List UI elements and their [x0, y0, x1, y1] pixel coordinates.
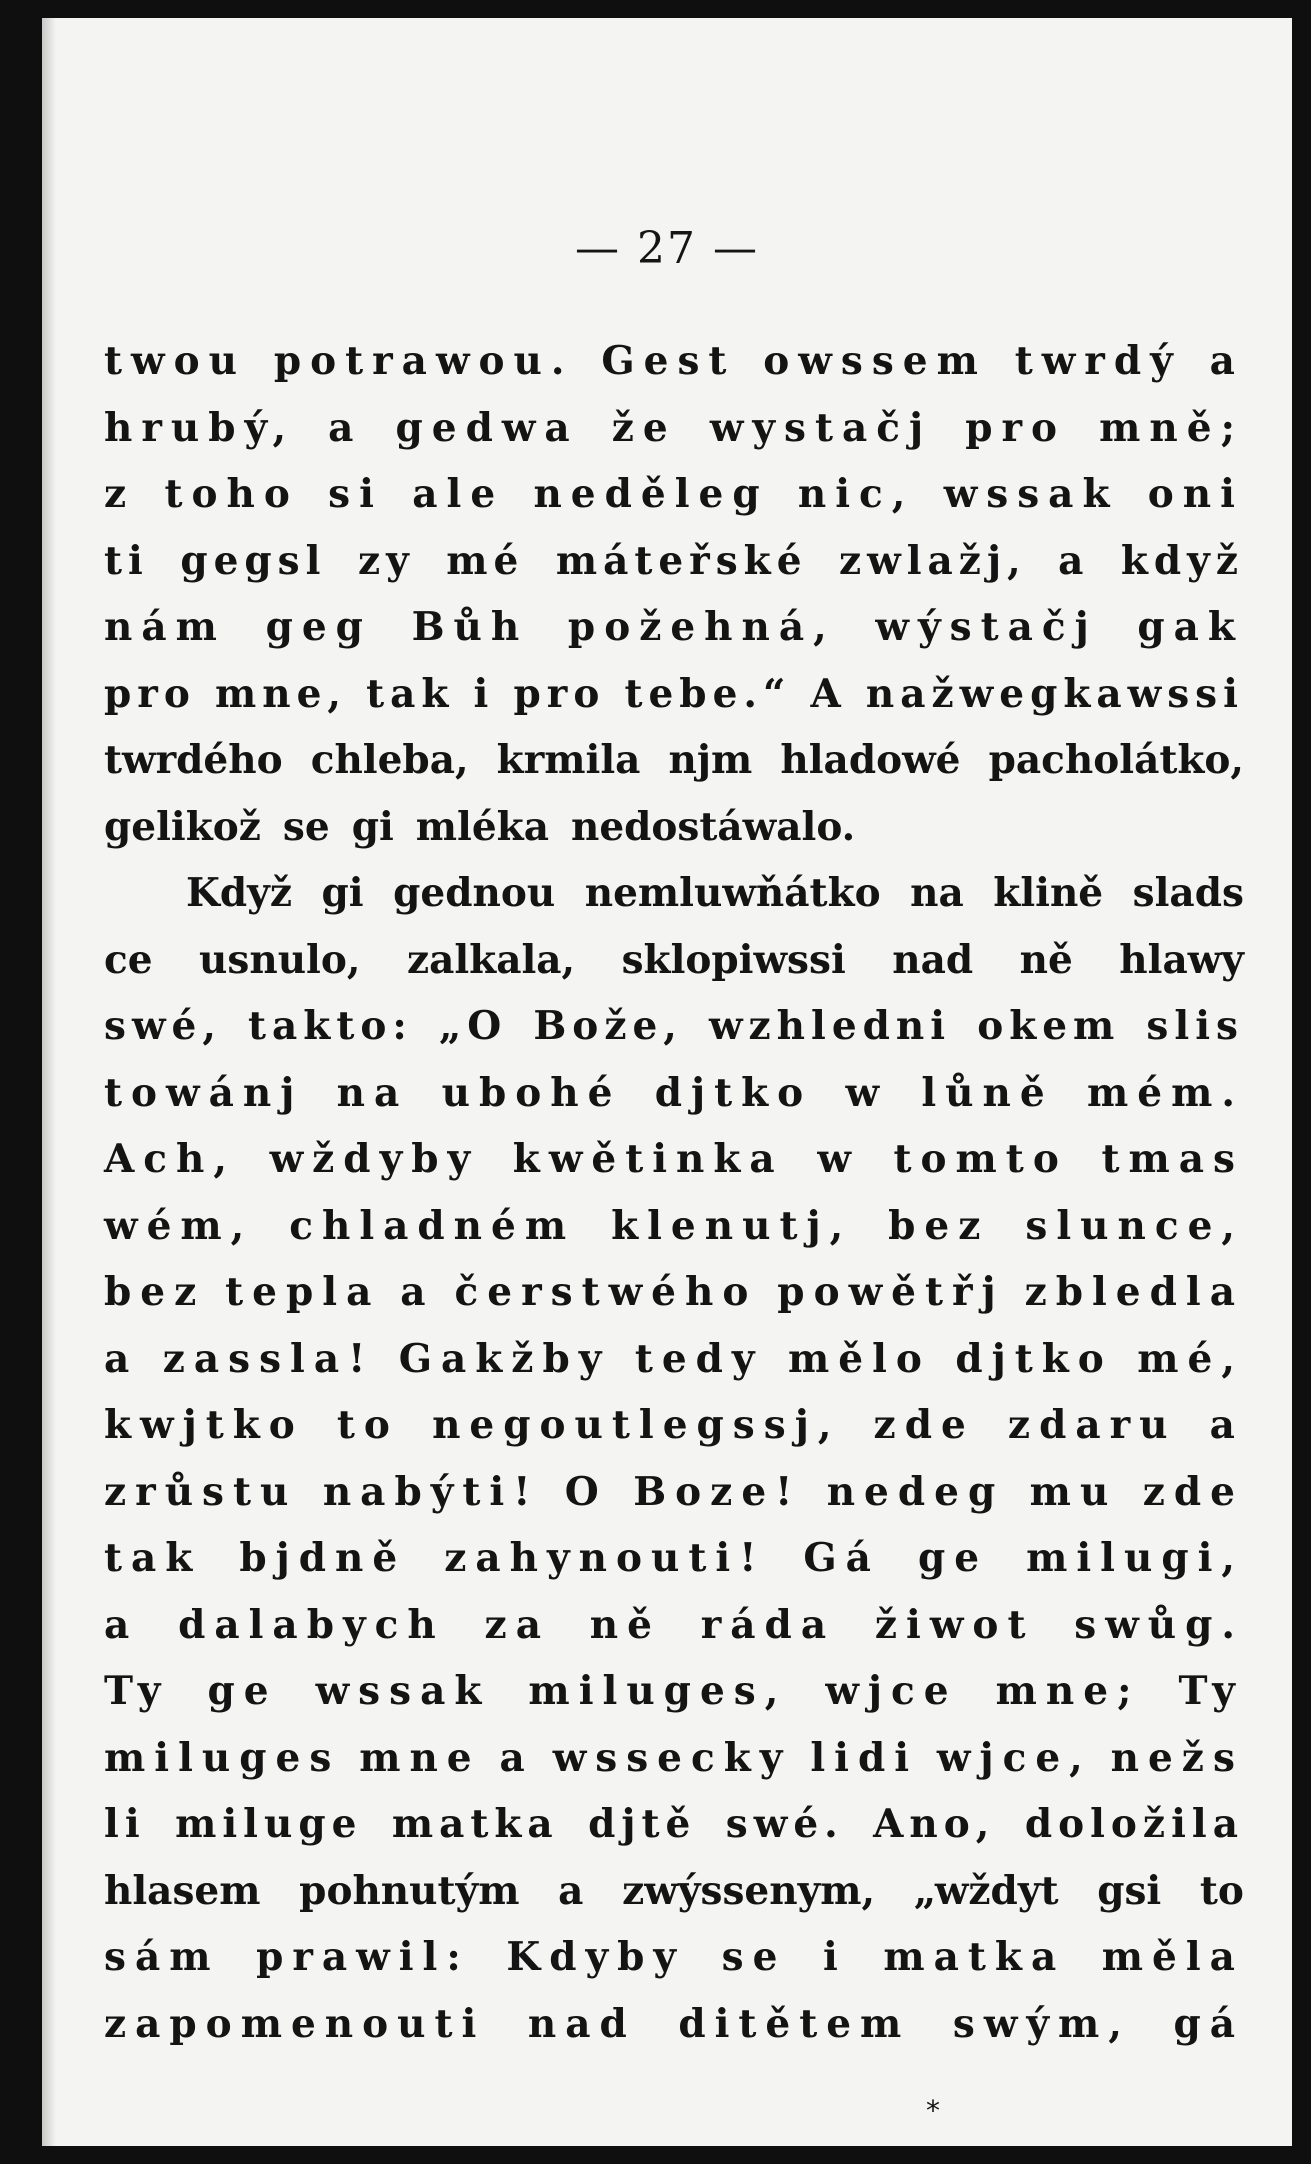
word: owssem [763, 338, 987, 384]
word: zwýssenym, [622, 1867, 876, 1914]
word: máteřské [555, 537, 808, 584]
word: djtě [588, 1801, 697, 1847]
body-text [104, 338, 1244, 2067]
word: Ty [104, 1668, 170, 1714]
text-line [104, 1602, 1244, 1669]
word: doložila [1024, 1801, 1244, 1847]
word: dalabych [178, 1601, 445, 1648]
word: ubohé [441, 1069, 622, 1116]
text-line [104, 1336, 1244, 1403]
word: oni [1147, 471, 1244, 517]
word: pro [965, 404, 1067, 451]
word: a [400, 1269, 435, 1315]
word: wjce, [936, 1734, 1092, 1781]
word: gak [1137, 604, 1244, 650]
word: když [1120, 537, 1244, 584]
word: bez [888, 1202, 990, 1249]
word: swým, [952, 2000, 1131, 2047]
word: lidi [810, 1734, 919, 1781]
text-line [104, 737, 1244, 804]
text-line [104, 1801, 1244, 1868]
word: zde [873, 1402, 975, 1448]
word: Gest [601, 338, 736, 384]
word: hlasem [104, 1867, 261, 1914]
word: tmas [1101, 1136, 1244, 1182]
text-line [104, 1269, 1244, 1336]
word: miluge [175, 1801, 363, 1847]
word: w [845, 1069, 889, 1116]
word: klenutj, [611, 1202, 853, 1249]
word: mělo [788, 1335, 931, 1382]
text-line [104, 1735, 1244, 1802]
word: wystačj [709, 404, 933, 451]
word: wzhledni [708, 1003, 952, 1049]
word: ditětem [678, 2000, 911, 2047]
word: požehná, [567, 604, 836, 650]
word: že [611, 404, 677, 451]
word: slunce, [1025, 1202, 1244, 1249]
word: hrubý, [104, 404, 296, 451]
word: ge [917, 1535, 989, 1581]
word: twrdý [1014, 338, 1182, 384]
word: gi [351, 803, 394, 850]
word: chleba, [310, 737, 469, 783]
word: pohnutým [299, 1867, 520, 1914]
word: usnulo, [199, 936, 361, 983]
word: nic, [797, 471, 915, 517]
word: twrdého [104, 737, 283, 783]
text-line [104, 1668, 1244, 1735]
word: klině [993, 870, 1104, 916]
word: a [328, 404, 363, 451]
text-line [104, 1070, 1244, 1137]
text-line [104, 1868, 1244, 1935]
word: ale [412, 471, 505, 517]
word: zalkala, [406, 936, 576, 983]
word: nad [527, 2000, 636, 2047]
word: w [817, 1136, 860, 1182]
word: to [336, 1402, 399, 1448]
word: djtko [654, 1069, 813, 1116]
word: slis [1146, 1003, 1244, 1049]
text-line [104, 1003, 1244, 1070]
word: na [336, 1069, 409, 1116]
word: zapomenouti [104, 2000, 486, 2047]
word: bjdně [239, 1535, 407, 1581]
word: gi [321, 870, 364, 916]
word: swé, [104, 1003, 222, 1049]
text-line [104, 2001, 1244, 2068]
word: mne, [214, 670, 347, 717]
word: mně; [1099, 404, 1244, 451]
word: Ach, [104, 1136, 236, 1182]
word: pacholátko, [988, 737, 1244, 783]
word: nedostáwalo. [570, 803, 856, 850]
word: ně [1019, 936, 1073, 983]
word: takto: [248, 1003, 413, 1049]
word: mléka [415, 803, 549, 850]
word: wýstačj [875, 604, 1098, 650]
text-line [104, 870, 1244, 937]
word: njm [668, 737, 753, 783]
word: a [1058, 537, 1090, 584]
word: Boze! [633, 1468, 802, 1515]
word: Bůh [411, 604, 529, 650]
word: ně [589, 1601, 661, 1648]
word: toho [164, 471, 299, 517]
page-gutter-shadow [42, 18, 56, 2146]
word: lůně [921, 1069, 1054, 1116]
word: „O [438, 1003, 508, 1049]
word: Ty [1178, 1668, 1244, 1714]
word: kwětinka [512, 1136, 784, 1182]
word: Když [186, 870, 292, 916]
word: geg [265, 604, 372, 650]
word: to [1199, 1867, 1244, 1914]
text-line [104, 338, 1244, 405]
word: Ano, [873, 1801, 996, 1847]
word: okem [977, 1003, 1121, 1049]
text-line [104, 671, 1244, 738]
word: nám [104, 604, 226, 650]
word: nažwegkawssi [865, 670, 1244, 717]
word: zbledla [1024, 1269, 1244, 1315]
word: mu [1029, 1468, 1118, 1515]
word: sám [104, 1934, 220, 1980]
word: hladowé [780, 737, 961, 783]
word: ti [104, 537, 149, 584]
word: chladném [289, 1202, 576, 1249]
word: matka [391, 1801, 559, 1847]
word: se [721, 1934, 787, 1980]
word: na [910, 870, 964, 916]
word: tedy [634, 1335, 764, 1382]
word: tomto [893, 1136, 1068, 1182]
word: matka [883, 1934, 1066, 1980]
word: Bože, [533, 1003, 683, 1049]
text-line [104, 604, 1244, 671]
word: a [558, 1867, 584, 1914]
word: Kdyby [506, 1934, 686, 1980]
word: wždyby [269, 1136, 480, 1182]
word: ge [207, 1668, 278, 1714]
word: sklopiwssi [621, 936, 846, 983]
word: bez [104, 1269, 206, 1315]
text-line [104, 1469, 1244, 1536]
word: zy [357, 537, 415, 584]
word: gedwa [395, 404, 579, 451]
word: zassla! [162, 1335, 375, 1382]
page-number: — 27 — [575, 223, 759, 274]
word: mém. [1087, 1069, 1244, 1116]
word: swé. [725, 1801, 844, 1847]
word: mé, [1137, 1335, 1244, 1382]
text-line [104, 1402, 1244, 1469]
word: kwjtko [104, 1402, 304, 1448]
text-line [104, 1136, 1244, 1203]
word: djtko [955, 1335, 1113, 1382]
word: a [1209, 1402, 1244, 1448]
word: a [104, 1335, 139, 1382]
word: ce [104, 936, 153, 983]
word: wssak [943, 471, 1119, 517]
word: mne; [995, 1668, 1141, 1714]
word: ráda [700, 1601, 836, 1648]
text-line [104, 471, 1244, 538]
word: Gá [803, 1535, 880, 1581]
word: a [104, 1601, 139, 1648]
word: neděleg [533, 471, 769, 517]
word: gelikož [104, 803, 261, 850]
signature-mark: * [926, 2094, 940, 2127]
word: hlawy [1119, 936, 1244, 983]
word: zwlažj, [839, 537, 1027, 584]
word: wssak [315, 1668, 491, 1714]
word: miluges [104, 1734, 341, 1781]
word: towánj [104, 1069, 304, 1116]
word: „wždyt [913, 1867, 1059, 1914]
word: A [810, 670, 847, 717]
word: mé [446, 537, 525, 584]
word: potrawou. [273, 338, 574, 384]
word: a [499, 1734, 534, 1781]
word: powětřj [777, 1269, 1005, 1315]
word: tak [366, 670, 455, 717]
word: tebe.“ [624, 670, 792, 717]
word: gednou [393, 870, 556, 916]
word: gegsl [180, 537, 327, 584]
word: nemluwňátko [584, 870, 881, 916]
word: swůg. [1074, 1601, 1244, 1648]
text-line [104, 804, 1244, 871]
word: žiwot [874, 1601, 1035, 1648]
word: gá [1173, 2000, 1244, 2047]
word: slads [1132, 870, 1244, 916]
word: nabýti! [322, 1468, 540, 1515]
word: čerstwého [454, 1269, 758, 1315]
word: tepla [225, 1269, 381, 1315]
text-line [104, 1535, 1244, 1602]
text-line [104, 405, 1244, 472]
word: tak [104, 1535, 202, 1581]
word: za [484, 1601, 550, 1648]
word: se [282, 803, 330, 850]
word: prawil: [256, 1934, 470, 1980]
word: li [104, 1801, 146, 1847]
word: milugi, [1026, 1535, 1244, 1581]
text-line [104, 1934, 1244, 2001]
word: nad [892, 936, 974, 983]
word: negoutlegssj, [432, 1402, 841, 1448]
word: miluges, [528, 1668, 788, 1714]
word: a [1209, 338, 1244, 384]
word: z [104, 471, 136, 517]
word: pro [513, 670, 606, 717]
book-page [42, 18, 1292, 2146]
text-line [104, 538, 1244, 605]
word: zrůstu [104, 1468, 298, 1515]
text-line [104, 937, 1244, 1004]
word: mne [359, 1734, 481, 1781]
word: zahynouti! [444, 1535, 766, 1581]
word: wssecky [552, 1734, 792, 1781]
word: wém, [104, 1202, 254, 1249]
word: wjce [825, 1668, 958, 1714]
word: krmila [496, 737, 641, 783]
word: i [473, 670, 495, 717]
word: nedeg [826, 1468, 1005, 1515]
word: zde [1142, 1468, 1244, 1515]
word: O [564, 1468, 608, 1515]
word: i [822, 1934, 847, 1980]
word: nežs [1110, 1734, 1244, 1781]
text-line [104, 1203, 1244, 1270]
word: twou [104, 338, 246, 384]
word: Gakžby [398, 1335, 611, 1382]
word: měla [1101, 1934, 1244, 1980]
word: pro [104, 670, 196, 717]
word: gsi [1097, 1867, 1162, 1914]
word: zdaru [1007, 1402, 1177, 1448]
word: si [328, 471, 383, 517]
